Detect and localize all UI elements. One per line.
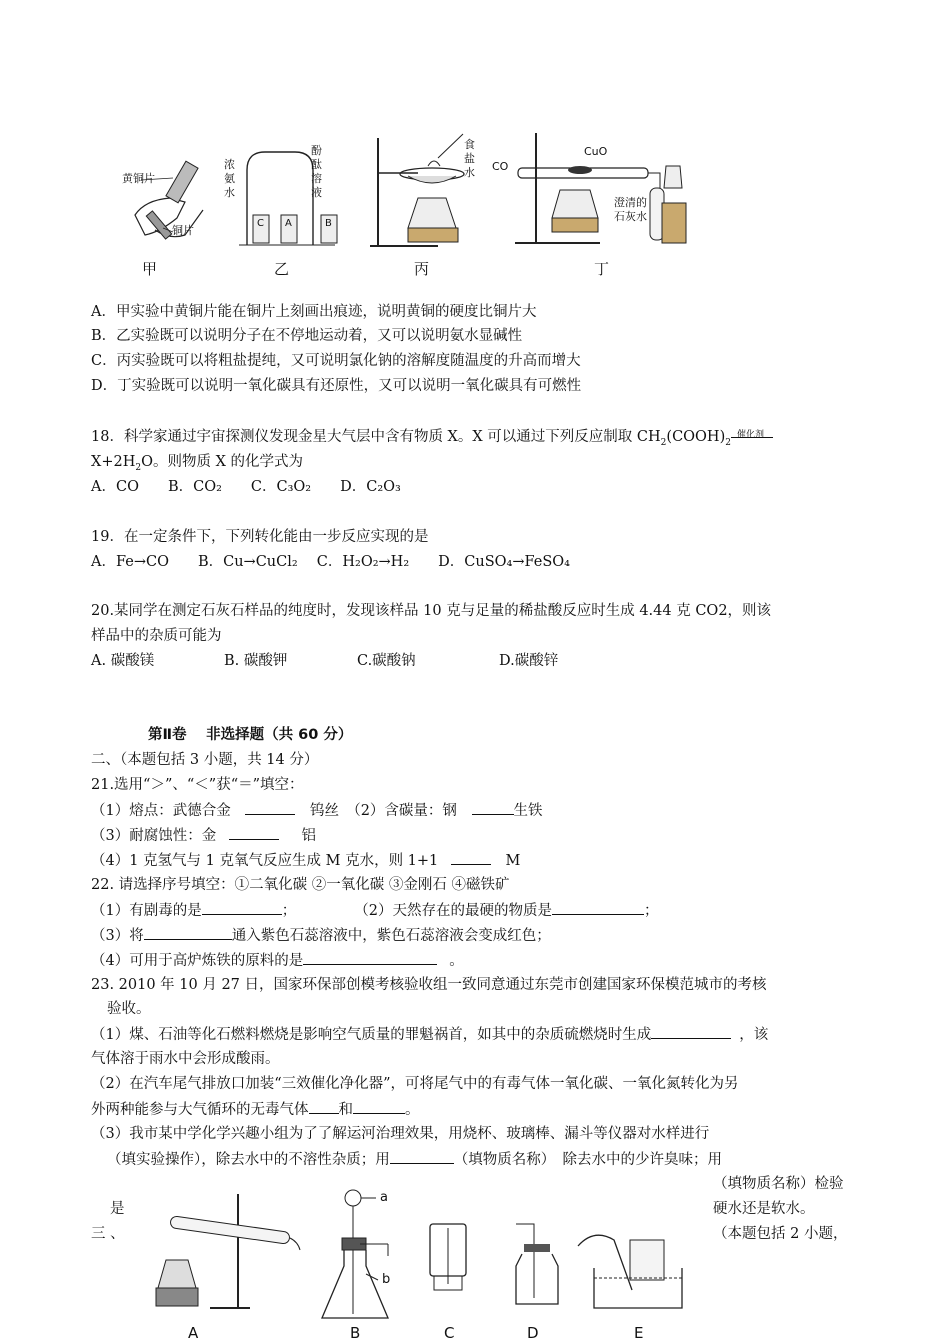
figure-bing-evaporation	[368, 128, 478, 248]
q18-stem-line2	[91, 452, 303, 478]
q22-line1	[91, 900, 658, 921]
apparatus-label-b: B	[350, 1324, 361, 1342]
q22-l2-b: 通入紫色石蕊溶液中，紫色石蕊溶液会变成红色；	[231, 928, 551, 944]
apparatus-label-e: E	[634, 1324, 644, 1342]
q23-l8-b: （填物质名称） 除去水中的少许臭味；用	[453, 1152, 722, 1168]
section3-left: 三 、	[91, 1226, 125, 1242]
q20-option-c: C.碳酸钠	[357, 653, 416, 669]
q20-stem-line1: 20.某同学在测定石灰石样品的纯度时，发现该样品 10 克与足量的稀盐酸反应时生成 4.44 克 CO2，则该	[91, 603, 772, 619]
section3-right: （本题包括 2 小题，	[713, 1226, 848, 1242]
figure-yi-caption: 乙	[274, 260, 290, 278]
apparatus-e-water-trough	[574, 1220, 684, 1310]
q22-blank-4[interactable]	[303, 950, 437, 965]
q21-l1-c: 生铁	[513, 803, 543, 819]
q23-blank-2[interactable]	[309, 1099, 339, 1114]
q17-option-d: D．丁实验既可以说明一氧化碳具有还原性，又可以说明一氧化碳具有可燃性	[91, 378, 582, 394]
q21-l1-a: （1）熔点：武德合金	[91, 803, 231, 819]
q21-l2-a: （3）耐腐蚀性：金	[91, 828, 217, 844]
q20-option-b: B. 碳酸钾	[224, 653, 288, 669]
q23-l6-a: 外两种能参与大气循环的无毒气体	[91, 1102, 309, 1118]
yi-label-phenol: 酚酞溶液	[311, 144, 322, 199]
q20-options	[91, 651, 558, 671]
q22-l3-a: （4）可用于高炉炼铁的原料的是	[91, 953, 304, 969]
figure-yi-ammonia-bell	[235, 140, 345, 250]
q21-blank-4[interactable]	[451, 850, 491, 865]
q22-l3-b: 。	[449, 953, 464, 969]
q22-line2	[91, 925, 551, 946]
q23-blank-1[interactable]	[651, 1024, 731, 1039]
apparatus-label-a: A	[188, 1324, 199, 1342]
q20-option-a: A. 碳酸镁	[91, 653, 155, 669]
yi-beaker-c: C	[257, 218, 264, 229]
q21-l1-b: 钨丝 （2）含碳量：钢	[309, 803, 457, 819]
apparatus-b-flask-funnel	[318, 1186, 428, 1326]
q20-option-d: D.碳酸锌	[499, 653, 559, 669]
q23-blank-3[interactable]	[353, 1099, 405, 1114]
q18-sub-2c: 2	[135, 462, 142, 473]
q21-l2-b: 铝	[301, 828, 316, 844]
q18-catalyst: 催化剂	[731, 437, 773, 438]
q23-l8-a: （填实验操作），除去水中的不溶性杂质；用	[107, 1152, 390, 1168]
q23-blank-4[interactable]	[390, 1149, 454, 1164]
q18-stem-d: O。则物质 X 的化学式为	[141, 454, 304, 470]
q19-options: A．Fe→CO B．Cu→CuCl₂ C．H₂O₂→H₂ D．CuSO₄→FeSO₄	[91, 554, 570, 570]
ding-label-lime: 澄清的石灰水	[614, 196, 647, 223]
q21-line2	[91, 825, 316, 846]
figure-bing-caption: 丙	[414, 260, 430, 278]
q23-line3	[91, 1024, 768, 1045]
q23-line8	[107, 1149, 722, 1170]
q21-blank-1[interactable]	[245, 800, 295, 815]
q23-line4: 气体溶于雨水中会形成酸雨。	[91, 1051, 280, 1067]
q22-stem: 22. 请选择序号填空：①二氧化碳 ②一氧化碳 ③金刚石 ④磁铁矿	[91, 877, 510, 893]
q17-option-c: C．丙实验既可以将粗盐提纯，又可说明氯化钠的溶解度随温度的升高而增大	[91, 353, 581, 369]
q21-line1	[91, 800, 543, 821]
q23-l3-b: ，该	[739, 1027, 769, 1043]
jia-label-copper: 铜片	[172, 224, 194, 237]
apparatus-a-heating-tube	[150, 1190, 300, 1310]
q23-line6	[91, 1099, 420, 1120]
q21-l3-b: M	[505, 853, 521, 869]
q21-blank-3[interactable]	[229, 825, 279, 840]
q18-sub-2b: 2	[725, 437, 731, 448]
q17-option-b: B．乙实验既可以说明分子在不停地运动着，又可以说明氨水显碱性	[91, 328, 523, 344]
apparatus-b-label-a: a	[380, 1190, 388, 1205]
q17-option-a: A．甲实验中黄铜片能在铜片上刻画出痕迹，说明黄铜的硬度比铜片大	[91, 304, 537, 320]
q22-blank-3[interactable]	[144, 925, 232, 940]
q22-blank-1[interactable]	[202, 900, 282, 915]
apparatus-label-c: C	[444, 1324, 455, 1342]
section2-title: 第Ⅱ卷 非选择题（共 60 分）	[148, 727, 353, 743]
ding-label-cuo: CuO	[584, 145, 608, 158]
q18-stem-a: 18．科学家通过宇宙探测仪发现金星大气层中含有物质 X。X 可以通过下列反应制取 CH	[91, 429, 661, 445]
apparatus-label-d: D	[527, 1324, 539, 1342]
yi-beaker-b: B	[325, 218, 332, 229]
apparatus-d-gas-jar-up	[510, 1222, 570, 1312]
q23-l6-c: 。	[405, 1102, 420, 1118]
q18-stem	[91, 427, 773, 453]
q19-stem: 19．在一定条件下，下列转化能由一步反应实现的是	[91, 529, 429, 545]
q22-blank-2[interactable]	[552, 900, 644, 915]
q22-l2-a: （3）将	[91, 928, 144, 944]
q23-line5: （2）在汽车尾气排放口加装“三效催化净化器”，可将尾气中的有毒气体一氧化碳、一氧化氮转化为另	[91, 1076, 739, 1092]
q20-stem-line2: 样品中的杂质可能为	[91, 628, 222, 644]
figure-jia-caption: 甲	[142, 260, 158, 278]
ding-label-co: CO	[492, 160, 509, 173]
q22-line3	[91, 950, 464, 971]
q23-l3-a: （1）煤、石油等化石燃料燃烧是影响空气质量的罪魁祸首，如其中的杂质硫燃烧时生成	[91, 1027, 652, 1043]
q23-line7: （3）我市某中学化学兴趣小组为了了解运河治理效果，用烧杯、玻璃棒、漏斗等仪器对水样进行	[91, 1126, 710, 1142]
q21-stem: 21.选用“＞”、“＜”获“＝”填空：	[91, 777, 304, 793]
apparatus-c-gas-jar-down	[420, 1222, 480, 1302]
q23-line1: 23. 2010 年 10 月 27 日，国家环保部创模考核验收组一致同意通过东莞市创建国家环保模范城市的考核	[91, 977, 767, 993]
section2-heading: 二、（本题包括 3 小题，共 14 分）	[91, 752, 319, 768]
yi-beaker-a: A	[285, 218, 292, 229]
q23-line10-right: 硬水还是软水。	[713, 1201, 815, 1217]
yi-label-ammonia: 浓氨水	[224, 158, 235, 199]
q23-l6-b: 和	[338, 1102, 353, 1118]
q18-stem-c: X+2H	[91, 454, 136, 470]
figure-jia-brass-scratch	[115, 140, 215, 260]
q21-line3	[91, 850, 520, 871]
bing-label-salt: 食盐水	[464, 138, 475, 179]
jia-label-brass: 黄铜片	[122, 172, 155, 185]
apparatus-b-label-b: b	[382, 1272, 391, 1287]
q18-stem-b: (COOH)	[666, 429, 726, 445]
q18-sub-2a: 2	[660, 437, 667, 448]
q22-l1-c: ；	[643, 903, 659, 919]
q23-line2: 验收。	[107, 1001, 151, 1017]
q18-options: A．CO B．CO₂ C．C₃O₂ D．C₂O₃	[91, 479, 401, 495]
figure-ding-caption: 丁	[594, 260, 610, 278]
q23-line10-left: 是	[110, 1201, 125, 1217]
q22-l1-b: ； （2）天然存在的最硬的物质是	[281, 903, 552, 919]
q21-l3-a: （4）1 克氢气与 1 克氧气反应生成 M 克水，则 1+1	[91, 853, 439, 869]
q22-l1-a: （1）有剧毒的是	[91, 903, 202, 919]
q21-blank-2[interactable]	[472, 800, 514, 815]
q23-line9: （填物质名称）检验	[713, 1176, 844, 1192]
